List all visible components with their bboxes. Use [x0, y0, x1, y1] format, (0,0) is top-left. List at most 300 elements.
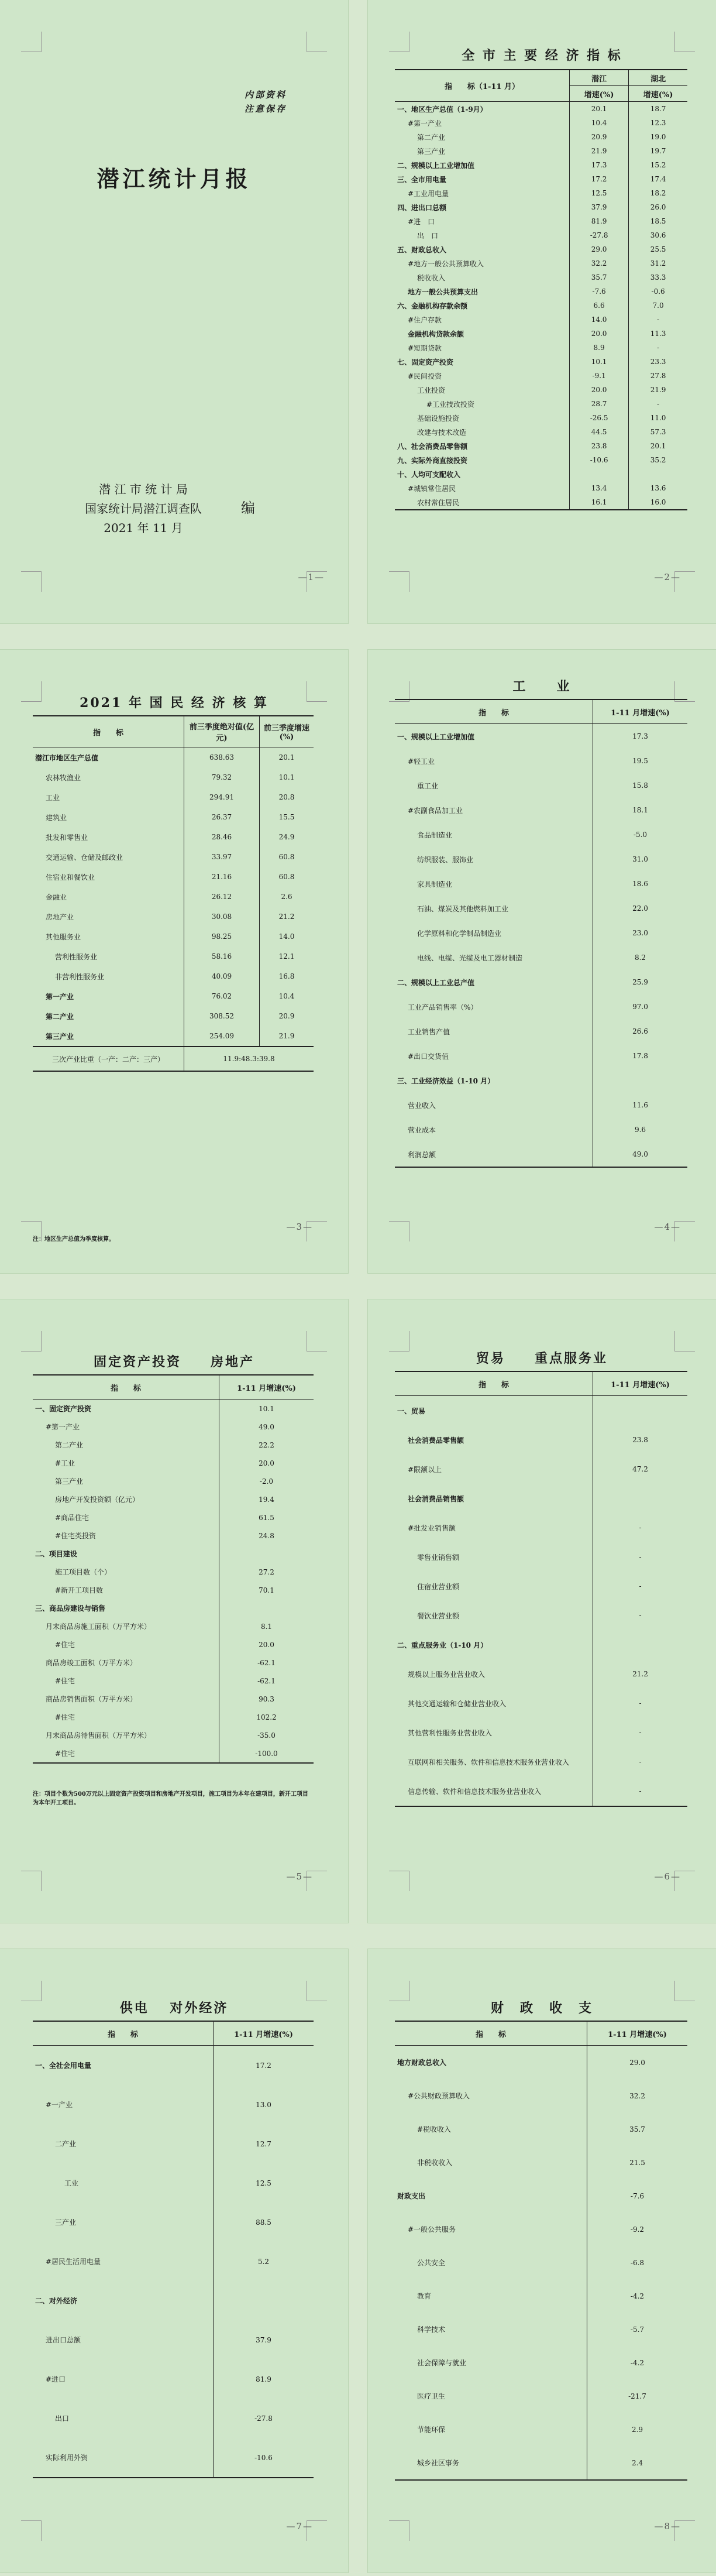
row-value: -5.7 — [587, 2313, 688, 2346]
row-value: 19.7 — [629, 144, 687, 158]
table-row — [395, 2079, 687, 2112]
row-label: 科学技术 — [417, 2325, 446, 2334]
row-label: 施工项目数（个） — [55, 1568, 112, 1576]
row-value: 44.5 — [570, 425, 629, 439]
row-label: #轻工业 — [408, 757, 435, 766]
table-row — [33, 807, 314, 827]
row-value: 15.2 — [629, 158, 687, 172]
table-row — [33, 1617, 314, 1635]
table-row — [395, 1142, 687, 1167]
trade-table — [395, 1371, 687, 1807]
table-row — [33, 1545, 314, 1563]
table-row — [33, 767, 314, 787]
page-number: —8— — [654, 2521, 681, 2532]
row-value: 17.2 — [570, 172, 629, 186]
row-label: 住宿业营业额 — [417, 1582, 460, 1591]
row-value: 25.5 — [629, 242, 687, 256]
row-label: 一、全社会用电量 — [35, 2062, 92, 2070]
row-value: 47.2 — [593, 1455, 688, 1484]
row-value: 81.9 — [570, 214, 629, 228]
investment-table — [33, 1374, 314, 1764]
table-row — [395, 1747, 687, 1776]
row-value: -9.1 — [570, 369, 629, 383]
table-row — [33, 1418, 314, 1436]
row-value: 20.0 — [219, 1454, 314, 1472]
row-value: 21.9 — [260, 1026, 314, 1047]
row-value: 10.4 — [570, 116, 629, 130]
table-row — [395, 2313, 687, 2346]
row-label: #公共财政预算收入 — [408, 2092, 470, 2100]
row-label: 城乡社区事务 — [395, 2446, 587, 2480]
row-value: - — [593, 1747, 688, 1776]
row-value: 20.9 — [570, 130, 629, 144]
row-label: 食品制造业 — [417, 831, 453, 839]
table-row — [395, 439, 687, 453]
row-value: 20.0 — [570, 327, 629, 341]
row-value: 33.3 — [629, 270, 687, 284]
crop-mark — [21, 1331, 42, 1352]
table-row — [33, 2399, 314, 2438]
page-investment — [0, 1299, 348, 1923]
row-value: -27.8 — [570, 228, 629, 242]
row-label: 营利性服务业 — [55, 952, 98, 961]
table-row — [33, 1708, 314, 1726]
table-row — [395, 1117, 687, 1142]
row-label: 利润总额 — [395, 1142, 593, 1167]
row-label: #税收收入 — [417, 2125, 452, 2133]
row-value: 24.9 — [260, 827, 314, 847]
row-value: 49.0 — [219, 1418, 314, 1436]
row-label: 二、规模以上工业总产值 — [397, 978, 475, 987]
table-row — [395, 144, 687, 158]
row-value: 25.9 — [593, 970, 688, 994]
row-value: 24.8 — [219, 1527, 314, 1545]
table-row — [33, 747, 314, 768]
row-label: 二、项目建设 — [35, 1550, 78, 1558]
page-title: 贸易 重点服务业 — [476, 1351, 608, 1366]
row-label: 教育 — [417, 2292, 432, 2300]
row-value: 10.1 — [219, 1400, 314, 1418]
table-row — [395, 186, 687, 200]
row-label: 二、对外经济 — [35, 2297, 78, 2305]
table-row — [395, 2246, 687, 2279]
row-label: 非营利性服务业 — [55, 972, 105, 981]
page-cover — [0, 0, 348, 623]
row-label: 金融业 — [46, 893, 67, 901]
row-value: 18.6 — [593, 872, 688, 896]
table-row — [395, 2146, 687, 2179]
table-row — [395, 921, 687, 945]
row-value: 21.9 — [629, 383, 687, 397]
row-label: 潜江市地区生产总值 — [35, 753, 99, 762]
col-header-rate: 1-11 月增速(%) — [214, 2021, 314, 2046]
row-label: 八、社会消费品零售额 — [397, 442, 468, 451]
row-label: #进口 — [46, 2375, 66, 2383]
table-row — [33, 1654, 314, 1672]
table-row — [33, 1581, 314, 1599]
row-value: 31.0 — [593, 847, 688, 872]
row-value: 20.1 — [260, 747, 314, 768]
row-value: 49.0 — [593, 1142, 688, 1167]
table-row — [395, 945, 687, 970]
row-value: 13.6 — [629, 481, 687, 495]
row-value: 81.9 — [214, 2359, 314, 2399]
table-row — [395, 994, 687, 1019]
row-label: 六、金融机构存款余额 — [397, 301, 468, 310]
row-label: 一、固定资产投资 — [35, 1405, 92, 1413]
row-value: -100.0 — [219, 1744, 314, 1763]
confidential-label: 内部资料 注意保存 — [244, 90, 287, 114]
row-value: 11.6 — [593, 1093, 688, 1117]
row-label: 五、财政总收入 — [397, 245, 447, 254]
table-row — [395, 2179, 687, 2213]
table-row — [33, 1726, 314, 1744]
row-label: 一、地区生产总值（1-9月） — [397, 105, 487, 114]
col-header-rate: 1-11 月增速(%) — [593, 699, 688, 724]
page-title: 固定资产投资 房地产 — [93, 1354, 254, 1370]
row-value: 254.09 — [184, 1026, 260, 1047]
table-row — [395, 1776, 687, 1806]
row-label: 三、商品房建设与销售 — [35, 1604, 106, 1613]
table-row — [395, 327, 687, 341]
row-label: 三、工业经济效益（1-10 月） — [397, 1076, 495, 1085]
crop-mark — [389, 1871, 409, 1891]
row-label: 七、固定资产投资 — [397, 358, 454, 366]
row-value: - — [593, 1601, 688, 1630]
table-row — [395, 172, 687, 186]
col-header-indicator: 指 标 — [33, 2021, 214, 2046]
row-label: 实际利用外资 — [33, 2438, 214, 2478]
page-title: 供电 对外经济 — [119, 2001, 229, 2016]
table-row — [395, 228, 687, 242]
table-row — [395, 822, 687, 847]
table-row — [395, 896, 687, 921]
table-row — [395, 724, 687, 749]
table-row — [33, 1672, 314, 1690]
row-label: 家具制造业 — [417, 880, 453, 889]
row-label: 四、进出口总额 — [397, 203, 447, 212]
col-header-rate: 增速(%) — [629, 86, 687, 102]
table-row — [33, 1006, 314, 1026]
row-value: 294.91 — [184, 787, 260, 807]
row-value: 35.7 — [587, 2112, 688, 2146]
table-row — [395, 1689, 687, 1718]
page-number: —3— — [286, 1222, 313, 1232]
table-row — [395, 453, 687, 467]
crop-mark — [389, 571, 409, 592]
row-value: 2.6 — [260, 887, 314, 907]
row-label: #一产业 — [46, 2101, 73, 2109]
row-value: 20.1 — [570, 102, 629, 116]
table-row — [395, 1718, 687, 1747]
report-title: 潜江统计月报 — [97, 166, 252, 192]
row-value — [593, 1484, 688, 1513]
table-row — [33, 2124, 314, 2163]
col-header-rate: 前三季度增速(%) — [260, 716, 314, 747]
row-label: 零售业销售额 — [417, 1553, 460, 1562]
table-row — [395, 2213, 687, 2246]
row-value: 40.09 — [184, 966, 260, 986]
page-number: —4— — [654, 1222, 681, 1232]
row-value: 16.0 — [629, 495, 687, 510]
row-label: #第一产业 — [408, 119, 442, 128]
row-value — [219, 1599, 314, 1617]
row-value: 27.8 — [629, 369, 687, 383]
row-value: 28.46 — [184, 827, 260, 847]
row-value: 18.2 — [629, 186, 687, 200]
row-label: 商品房销售面积（万平方米） — [46, 1695, 137, 1703]
row-value: 10.1 — [260, 767, 314, 787]
row-label: 节能环保 — [417, 2426, 446, 2434]
row-value: 58.16 — [184, 946, 260, 966]
table-row — [33, 2242, 314, 2281]
power-table — [33, 2021, 314, 2478]
row-label: 社会保障与就业 — [417, 2359, 467, 2367]
row-label: 农村常住居民 — [395, 495, 570, 510]
table-row — [33, 2438, 314, 2478]
row-value: -21.7 — [587, 2379, 688, 2413]
table-row — [395, 2446, 687, 2480]
row-value: - — [593, 1718, 688, 1747]
row-value: - — [593, 1542, 688, 1572]
row-value: 17.4 — [629, 172, 687, 186]
row-value: 13.4 — [570, 481, 629, 495]
row-label: 营业成本 — [408, 1126, 436, 1134]
row-value: 10.4 — [260, 986, 314, 1006]
page-number: —1— — [298, 572, 325, 582]
row-value: 14.0 — [570, 313, 629, 327]
row-label: 出口 — [55, 2414, 70, 2423]
table-row — [395, 495, 687, 510]
row-label: 基础设施投资 — [417, 414, 460, 423]
row-label: 医疗卫生 — [417, 2392, 446, 2400]
col-header-indicator: 指 标 — [33, 716, 184, 747]
row-value: -2.0 — [219, 1472, 314, 1490]
row-label: 地方财政总收入 — [397, 2059, 447, 2067]
table-row — [395, 299, 687, 313]
row-value: -7.6 — [570, 284, 629, 299]
table-row — [395, 798, 687, 822]
row-value: 32.2 — [570, 256, 629, 270]
row-value: 12.5 — [570, 186, 629, 200]
row-label: #第一产业 — [46, 1423, 80, 1431]
row-label: #商品住宅 — [55, 1514, 90, 1522]
table-row — [33, 2359, 314, 2399]
page-power-external — [0, 1949, 348, 2572]
table-row — [395, 214, 687, 228]
row-label: 三、全市用电量 — [397, 175, 447, 184]
row-label: #住宅 — [55, 1641, 75, 1649]
row-label: #进 口 — [408, 217, 435, 226]
row-label: 进出口总额 — [46, 2336, 81, 2344]
col-header-indicator: 指 标 — [33, 1375, 219, 1400]
table-row — [395, 369, 687, 383]
row-label: 规模以上服务业营业收入 — [408, 1670, 486, 1679]
table-row — [33, 827, 314, 847]
row-value: 17.3 — [570, 158, 629, 172]
row-value: 102.2 — [219, 1708, 314, 1726]
table-row — [395, 1484, 687, 1513]
row-label: 第一产业 — [46, 992, 74, 1001]
row-label: 其他营利性服务业营业收入 — [408, 1728, 493, 1737]
table-row — [33, 787, 314, 807]
col-header-rate: 1-11 月增速(%) — [219, 1375, 314, 1400]
row-label: 建筑业 — [46, 813, 67, 822]
row-label: 二、重点服务业（1-10 月） — [397, 1641, 488, 1649]
row-value: 30.08 — [184, 907, 260, 927]
row-value: 638.63 — [184, 747, 260, 768]
page-title: 2021 年 国 民 经 济 核 算 — [80, 695, 268, 711]
row-value: 9.6 — [593, 1117, 688, 1142]
row-value: 76.02 — [184, 986, 260, 1006]
row-value: 26.0 — [629, 200, 687, 214]
row-label: #住宅 — [33, 1744, 219, 1763]
row-value: - — [593, 1776, 688, 1806]
row-label: #短期贷款 — [408, 344, 442, 352]
fiscal-table — [395, 2021, 687, 2481]
row-value: 20.9 — [260, 1006, 314, 1026]
col-header-qianjiang: 潜江 — [570, 70, 629, 86]
row-value — [593, 1630, 688, 1659]
row-value: 21.2 — [260, 907, 314, 927]
table-row — [33, 1563, 314, 1581]
row-value: 12.7 — [214, 2124, 314, 2163]
table-row — [33, 1454, 314, 1472]
row-value — [570, 467, 629, 481]
page-number: —2— — [654, 572, 681, 582]
row-value: 12.1 — [260, 946, 314, 966]
table-row — [395, 872, 687, 896]
crop-mark — [307, 1331, 327, 1352]
row-value: 21.2 — [593, 1659, 688, 1689]
table-row — [33, 1436, 314, 1454]
publisher-block — [47, 480, 240, 538]
row-value: 13.0 — [214, 2085, 314, 2124]
col-header-rate: 1-11 月增速(%) — [587, 2021, 688, 2046]
col-header-indicator: 指 标 — [395, 699, 593, 724]
row-value: 22.2 — [219, 1436, 314, 1454]
page-number: —5— — [286, 1871, 313, 1882]
table-row — [33, 2203, 314, 2242]
row-label: 第二产业 — [55, 1441, 84, 1449]
col-header-indicator: 指 标（1-11 月） — [395, 70, 570, 102]
row-value: -0.6 — [629, 284, 687, 299]
row-label: 第二产业 — [417, 133, 446, 142]
page-trade-services — [368, 1299, 716, 1923]
row-value: 14.0 — [260, 927, 314, 946]
row-label: 纺织服装、服饰业 — [417, 855, 474, 864]
row-value: - — [593, 1689, 688, 1718]
table-row — [33, 927, 314, 946]
table-row — [33, 1490, 314, 1508]
row-label: 交通运输、仓储及邮政业 — [46, 853, 123, 862]
row-value: 8.9 — [570, 341, 629, 355]
table-row — [395, 425, 687, 439]
indicator-table — [395, 69, 687, 510]
row-value: 23.3 — [629, 355, 687, 369]
row-label: 社会消费品零售额 — [408, 1436, 464, 1445]
table-row — [33, 986, 314, 1006]
row-label: 第三产业 — [33, 1026, 184, 1047]
row-label: 房地产开发投资额（亿元） — [55, 1495, 140, 1504]
row-label: #批发业销售额 — [408, 1524, 456, 1532]
row-value: 97.0 — [593, 994, 688, 1019]
row-value: 79.32 — [184, 767, 260, 787]
row-label: #住宅 — [55, 1713, 75, 1721]
table-row — [395, 116, 687, 130]
row-value: 57.3 — [629, 425, 687, 439]
crop-mark — [21, 571, 42, 592]
row-value: 70.1 — [219, 1581, 314, 1599]
table-row — [395, 313, 687, 327]
edit-mark: 编 — [241, 500, 255, 516]
table-row — [395, 411, 687, 425]
row-label: 农林牧渔业 — [46, 773, 81, 782]
row-label: #城镇常住居民 — [408, 484, 456, 493]
row-label: 工业 — [64, 2179, 79, 2187]
row-value: 20.8 — [260, 787, 314, 807]
table-row — [33, 2163, 314, 2203]
row-label: 工业销售产值 — [408, 1027, 450, 1036]
row-value: 90.3 — [219, 1690, 314, 1708]
row-label: 其他交通运输和仓储业营业收入 — [408, 1699, 507, 1708]
row-value: 7.0 — [629, 299, 687, 313]
table-row — [395, 242, 687, 256]
row-label: #农副食品加工业 — [408, 806, 463, 815]
row-label: #民间投资 — [408, 372, 442, 380]
table-row — [33, 2046, 314, 2086]
table-row — [395, 1019, 687, 1044]
row-value: 10.1 — [570, 355, 629, 369]
table-row — [395, 1425, 687, 1455]
page-number: —7— — [286, 2521, 313, 2532]
row-value: 37.9 — [214, 2320, 314, 2359]
table-row — [395, 355, 687, 369]
row-label: 第二产业 — [46, 1012, 74, 1021]
row-label: 工业 — [46, 793, 60, 802]
row-label: 化学原料和化学制品制造业 — [417, 929, 502, 938]
table-row — [33, 2085, 314, 2124]
col-header-rate: 1-11 月增速(%) — [593, 1371, 688, 1396]
col-header-rate: 增速(%) — [570, 86, 629, 102]
row-value: 11.3 — [629, 327, 687, 341]
table-row — [33, 2320, 314, 2359]
table-row — [395, 102, 687, 116]
row-value: -27.8 — [214, 2399, 314, 2438]
row-value: 20.1 — [629, 439, 687, 453]
table-row — [395, 1093, 687, 1117]
row-value: 23.8 — [593, 1425, 688, 1455]
table-row — [395, 1601, 687, 1630]
crop-mark — [307, 32, 327, 52]
row-value: 15.5 — [260, 807, 314, 827]
col-header-hubei: 湖北 — [629, 70, 687, 86]
crop-mark — [21, 1871, 42, 1891]
row-value: 17.2 — [214, 2046, 314, 2086]
row-value — [214, 2281, 314, 2320]
table-row — [33, 1599, 314, 1617]
crop-mark — [389, 1221, 409, 1241]
row-label: 其他服务业 — [46, 932, 81, 941]
row-value — [219, 1545, 314, 1563]
table-row — [395, 2346, 687, 2379]
row-value: 16.8 — [260, 966, 314, 986]
row-value: 98.25 — [184, 927, 260, 946]
row-value: 31.2 — [629, 256, 687, 270]
row-value: 19.0 — [629, 130, 687, 144]
row-value — [629, 467, 687, 481]
table-row — [395, 1630, 687, 1659]
